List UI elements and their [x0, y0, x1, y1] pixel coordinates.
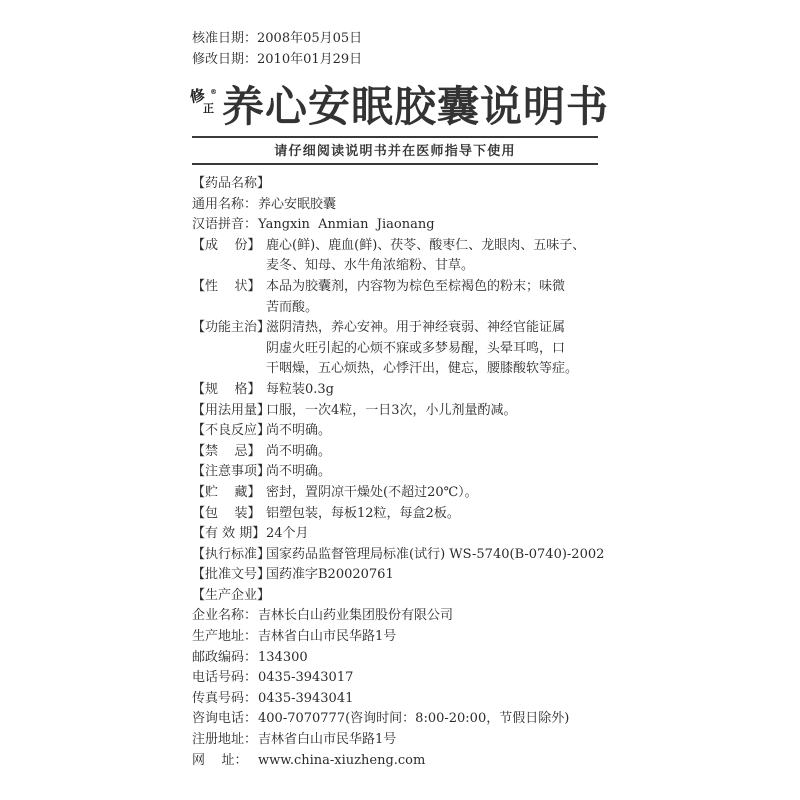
postcode-line: [192, 648, 622, 669]
dosage-row: [192, 401, 622, 422]
spec-label: 【规 格】: [192, 381, 261, 397]
hotline-line: [192, 709, 622, 730]
precautions-row: [192, 462, 622, 483]
ingredients-value-line-1: 鹿心(鲜)、鹿血(鲜)、茯苓、酸枣仁、龙眼肉、五味子、: [266, 237, 586, 253]
postcode-value: 134300: [258, 649, 308, 665]
date-block: [192, 28, 362, 70]
revision-date-value: 2010年01月29日: [257, 52, 363, 67]
registered-address-label: 注册地址：: [192, 732, 258, 748]
package-value: 铝塑包装，每板12粒，每盒2板。: [266, 505, 460, 521]
address-line: [192, 627, 622, 648]
ingredients-label: 【成 份】: [192, 237, 261, 253]
appearance-label: 【性 状】: [192, 278, 261, 294]
pinyin-value: Yangxin Anmian Jiaonang: [258, 217, 435, 233]
validity-value: 24个月: [266, 526, 309, 542]
drug-name-heading: 【药品名称】: [192, 176, 271, 191]
website-value: www.china-xiuzheng.com: [258, 752, 426, 768]
validity-label: 【有 效 期】: [192, 526, 266, 542]
appearance-row: [192, 277, 622, 298]
standard-label: 【执行标准】: [192, 546, 271, 562]
fax-value: 0435-3943041: [258, 690, 354, 706]
storage-row: [192, 483, 622, 504]
storage-value: 密封，置阴凉干燥处(不超过20℃）。: [266, 484, 478, 500]
validity-row: [192, 524, 622, 545]
postcode-label: 邮政编码：: [192, 649, 258, 665]
appearance-value-line-2: 苦而酸。: [266, 299, 319, 315]
standard-row: [192, 545, 622, 566]
company-value: 吉林长白山药业集团股份有限公司: [258, 608, 454, 624]
company-label: 企业名称：: [192, 608, 258, 624]
adverse-reactions-row: [192, 421, 622, 442]
contraindications-label: 【禁 忌】: [192, 443, 261, 459]
contraindications-row: [192, 442, 622, 463]
indications-value-line-2: 阴虚火旺引起的心烦不寐或多梦易醒，头晕耳鸣，口: [266, 340, 566, 356]
document-title: 养心安眠胶囊说明书: [222, 82, 610, 131]
revision-date-label: 修改日期：: [192, 52, 258, 67]
logo-glyph-2: 正: [203, 102, 214, 115]
package-label: 【包 装】: [192, 505, 261, 521]
approval-date-value: 2008年05月05日: [257, 31, 363, 46]
generic-name-line: [192, 195, 622, 216]
revision-date-line: [192, 49, 362, 70]
indications-label: 【功能主治】: [192, 320, 271, 336]
brand-logo-icon: [190, 87, 218, 121]
adverse-reactions-value: 尚不明确。: [266, 423, 332, 439]
usage-notice: 请仔细阅读说明书并在医师指导下使用: [274, 144, 516, 159]
precautions-label: 【注意事项】: [192, 464, 271, 480]
company-line: [192, 606, 622, 627]
registered-address-line: [192, 730, 622, 751]
title-divider-bottom: [192, 163, 598, 165]
registered-address-value: 吉林省白山市民华路1号: [258, 732, 397, 748]
generic-name-label: 通用名称：: [192, 196, 258, 212]
contraindications-value: 尚不明确。: [266, 443, 332, 459]
standard-value: 国家药品监督管理局标准(试行) WS-5740(B-0740)-2002: [266, 546, 605, 562]
manufacturer-heading: 【生产企业】: [192, 587, 271, 603]
title-divider-top: [192, 136, 598, 138]
approval-number-label: 【批准文号】: [192, 567, 271, 583]
address-value: 吉林省白山市民华路1号: [258, 629, 397, 645]
indications-value-line-3: 干咽燥，五心烦热，心悸汗出，健忘，腰膝酸软等症。: [266, 361, 579, 377]
website-label: 网 址：: [192, 752, 248, 768]
dosage-label: 【用法用量】: [192, 402, 271, 418]
leaflet-body: [192, 174, 622, 771]
address-label: 生产地址：: [192, 629, 258, 645]
hotline-label: 咨询电话：: [192, 711, 258, 727]
hotline-value: 400-7070777(咨询时间：8:00-20:00，节假日除外): [258, 711, 570, 727]
approval-number-row: [192, 565, 622, 586]
fax-label: 传真号码：: [192, 690, 258, 706]
generic-name-value: 养心安眠胶囊: [258, 196, 337, 212]
dosage-value: 口服，一次4粒，一日3次，小儿剂量酌减。: [266, 402, 517, 418]
storage-label: 【贮 藏】: [192, 484, 261, 500]
spec-row: [192, 380, 622, 401]
website-line: [192, 751, 622, 772]
registered-mark-icon: ®: [210, 88, 217, 96]
ingredients-row: [192, 236, 622, 257]
indications-row: [192, 318, 622, 339]
approval-number-value: 国药准字B20020761: [266, 567, 394, 583]
approval-date-line: [192, 28, 362, 49]
title-row: [190, 76, 609, 132]
phone-label: 电话号码：: [192, 670, 258, 686]
indications-value-line-1: 滋阴清热，养心安神。用于神经衰弱、神经官能证属: [266, 320, 566, 336]
adverse-reactions-label: 【不良反应】: [192, 423, 271, 439]
logo-glyph-1: 修: [188, 85, 207, 107]
precautions-value: 尚不明确。: [266, 464, 332, 480]
ingredients-value-line-2: 麦冬、知母、水牛角浓缩粉、甘草。: [266, 258, 475, 274]
approval-date-label: 核准日期：: [192, 31, 258, 46]
fax-line: [192, 689, 622, 710]
spec-value: 每粒装0.3g: [266, 381, 334, 397]
phone-line: [192, 668, 622, 689]
pinyin-line: [192, 215, 622, 236]
appearance-value-line-1: 本品为胶囊剂，内容物为棕色至棕褐色的粉末；味微: [266, 278, 566, 294]
pinyin-label: 汉语拼音：: [192, 217, 258, 233]
package-row: [192, 504, 622, 525]
phone-value: 0435-3943017: [258, 670, 354, 686]
